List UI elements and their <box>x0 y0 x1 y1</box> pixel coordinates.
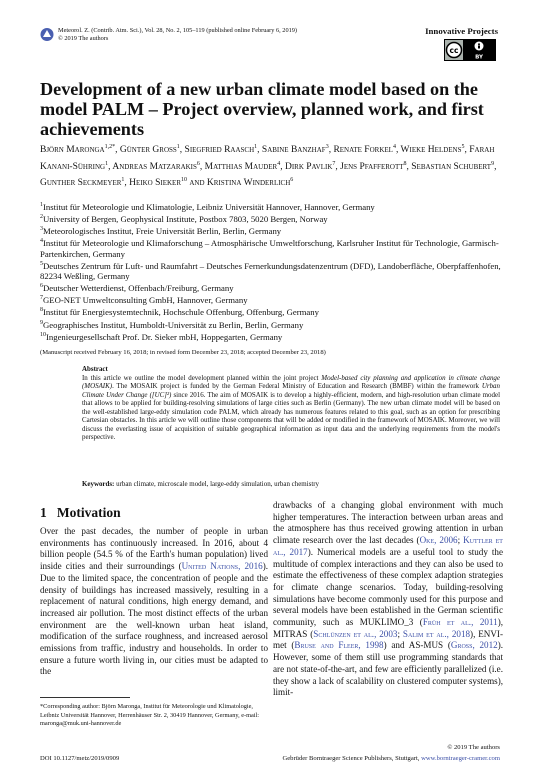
affiliation-text: Geographisches Institut, Humboldt-Universität zu Berlin, Berlin, Germany <box>43 319 304 330</box>
journal-name[interactable]: Meteorol. Z. (Contrib. Atm. Sci.) <box>58 27 142 34</box>
cc-by-license-icon[interactable] <box>444 39 496 61</box>
affiliation-number: 6 <box>40 283 43 290</box>
body-text: ). However, some of them still use programming standards that are not state-of-the-art, and few are efficiently parallelized (i.e. they show a lack of scalability on clustered computer systems), limit- <box>273 640 503 698</box>
publisher-url-link[interactable]: www.borntraeger-cramer.com <box>421 755 500 762</box>
affiliation-text: University of Bergen, Geophysical Institute, Postbox 7803, 5020 Bergen, Norway <box>43 214 328 225</box>
footer-copyright: © 2019 The authors <box>447 744 500 751</box>
body-text: ). Numerical models are a useful tool to study the multitude of complex interactions and they can also be used to estimate the effectiveness of these complex adaption strategies for climate change scenarios. Today, building-resolving simulations have become commonly used for this purpose and several models have been established in the German scientific community, such as MUKLIMO_3 ( <box>273 546 503 628</box>
affiliation-text: Meteorologisches Institut, Freie Universität Berlin, Berlin, Germany <box>43 226 282 237</box>
author-name: Farah Kanani-Sühring <box>40 145 495 172</box>
author-name: Björn Maronga <box>40 145 105 156</box>
article-title: Development of a new urban climate model based on the model PALM – Project overview, planned work, and first achievements <box>40 79 484 139</box>
svg-text:BY: BY <box>475 54 483 61</box>
author-affiliation-marker: 6 <box>196 160 200 167</box>
affiliation-item <box>40 224 505 236</box>
author-name: Siegfried Raasch <box>184 145 255 156</box>
affiliation-text: Deutsches Zentrum für Luft- und Raumfahrt – Deutsches Fernerkundungsdatenzentrum (DFD), Landoberfläche, Oberpfaffenhofen, 82234 Weßling, Germany <box>40 260 501 281</box>
author-name: Renate Forkel <box>333 145 393 156</box>
body-text: ) and AS-MUS ( <box>383 640 451 651</box>
body-text: ; <box>457 535 464 546</box>
section-title: Motivation <box>56 505 121 520</box>
affiliation-item <box>40 293 505 305</box>
body-text: ), ENVI-met ( <box>273 628 503 651</box>
corresponding-author-footnote: *Corresponding author: Björn Maronga, Institut für Meteorologie und Klimatologie, Leibniz Universität Hannover, Herrenhäuser Str. 2, 30419 Hannover, Germany, e-mail: maronga@muk.uni-hannover.de <box>40 703 260 728</box>
author-affiliation-marker: 3 <box>325 144 329 150</box>
affiliation-item <box>40 318 505 330</box>
author-affiliation-marker: 9 <box>491 160 495 167</box>
citation-link[interactable]: United Nations, 2016 <box>181 561 263 572</box>
affiliation-text: Institut für Energiesystemtechnik, Hochschule Offenburg, Offenburg, Germany <box>43 307 319 318</box>
body-text: ; <box>397 628 403 639</box>
affiliation-number: 10 <box>40 331 46 338</box>
abstract-framework-name: Urban Climate Under Change ([UC]²) <box>82 382 500 399</box>
affiliation-number: 9 <box>40 319 43 326</box>
section-number: 1 <box>40 505 47 520</box>
author-affiliation-marker: 1 <box>105 160 109 167</box>
publisher-line <box>282 755 500 762</box>
keywords-label: Keywords: <box>82 480 115 488</box>
abstract-project-name: Model-based city planning and application in climate change (MOSAIK) <box>82 373 500 391</box>
citation-link[interactable]: Oke, 2006 <box>419 535 458 546</box>
body-text: ), MITRAS ( <box>273 617 503 639</box>
section-label: Innovative Projects <box>425 26 498 36</box>
author-name: Wieke Heldens <box>400 145 462 156</box>
author-name: Kristina Winderlich <box>206 178 291 189</box>
affiliation-item <box>40 259 505 281</box>
affiliation-text: Institut für Meteorologie und Klimaforschung – Atmosphärische Umweltforschung, Karlsruher Institut für Technologie, Garmisch-Partenkirchen, Germany <box>40 238 499 259</box>
keywords-text: urban climate, microscale model, large-eddy simulation, urban chemistry <box>114 480 320 488</box>
citation-link[interactable]: Früh et al., 2011 <box>422 617 498 628</box>
publisher-name: Gebrüder Borntraeger Science Publishers, Stuttgart, <box>282 755 422 762</box>
affiliation-text: Ingenieurgesellschaft Prof. Dr. Sieker mbH, Hoppegarten, Germany <box>46 331 283 342</box>
abstract-text-2: . The MOSAIK project is funded by the German Federal Ministry of Education and Research (BMBF) within the framework <box>112 382 482 391</box>
svg-text:cc: cc <box>449 46 459 55</box>
author-name: Andreas Matzarakis <box>112 161 197 172</box>
author-affiliation-marker: 5 <box>461 144 465 150</box>
abstract-label: Abstract <box>82 365 108 373</box>
affiliation-text: Institut für Meteorologie und Klimatologie, Leibniz Universität Hannover, Hannover, Germany <box>43 201 375 212</box>
affiliation-number: 8 <box>40 307 43 314</box>
author-list: Björn Maronga$^{1,2*}$, Günter Gross$^1$, Siegfried Raasch$^1$, Sabine Banzhaf$^3$, Renate Forkel$^4$, Wieke Heldens$^5$, Farah Kanani-Sühring$^1$, Andreas Matzarakis$^6$, Matthias Mauder$^4$, Dirk Pavlik$^7$, Jens Pfafferott$^8$, Sebastian Schubert$^9$, Gunther Seckmeyer$^1$, Heiko Sieker$^{10}$ and Kristina Winderlich$^6$ <box>40 144 497 189</box>
citation-link[interactable]: Schlünzen et al., 2003 <box>313 628 398 639</box>
doi[interactable]: DOI 10.1127/metz/2019/0909 <box>40 755 120 762</box>
author-affiliation-marker: 6 <box>290 177 294 184</box>
author-affiliation-marker: 7 <box>332 160 336 167</box>
author-affiliation-marker: 1,2* <box>104 144 116 150</box>
footnote-divider <box>40 697 130 698</box>
citation-link[interactable]: Gross, 2012 <box>450 640 498 651</box>
author-affiliation-marker: 10 <box>181 177 187 184</box>
affiliation-number: 1 <box>40 202 43 208</box>
abstract-text-1: In this article we outline the model development planned within the joint project <box>82 373 322 382</box>
section-heading <box>40 505 121 521</box>
author-name: Sebastian Schubert <box>411 161 492 172</box>
affiliation-text: GEO-NET Umweltconsulting GmbH, Hannover, Germany <box>43 295 248 306</box>
affiliation-number: 7 <box>40 295 43 302</box>
author-affiliation-marker: 1 <box>121 177 125 184</box>
abstract-text-3: since 2016. The aim of MOSAIK is to develop a highly-efficient, modern, and high-resolution urban climate model that allows to be applied for building-resolving simulations of large cities such as Berlin (Germany). The new urban climate model will be based on the well-established large-eddy simulation code PALM, which already has numerous features related to this goal, such as an option for prescribing Cartesian obstacles. In this article we will outline those components that will be added or modified in the framework of MOSAIK. Moreover, we will discuss the everlasting issue of acquisition of suitable geographical information as input data and the underlying requirements from the model's perspective. <box>82 390 500 442</box>
affiliation-number: 3 <box>40 226 43 233</box>
author-affiliation-marker: 4 <box>277 160 281 167</box>
body-text: drawbacks of a changing global environment with much higher temperatures. The interaction between urban areas and the atmosphere has thus received growing attention in urban climate research over the last decades ( <box>273 500 503 546</box>
journal-meta: , Vol. 28, No. 2, 105–119 (published online February 6, 2019) <box>141 27 297 34</box>
affiliation-number: 2 <box>40 214 43 221</box>
manuscript-dates: (Manuscript received February 16, 2018; in revised form December 23, 2018; accepted December 23, 2018) <box>40 349 326 356</box>
affiliation-item <box>40 305 505 317</box>
affiliation-list <box>40 200 505 342</box>
affiliation-item <box>40 330 505 342</box>
author-affiliation-marker: 8 <box>403 160 407 167</box>
affiliation-item <box>40 281 505 293</box>
keywords <box>82 480 500 488</box>
journal-citation <box>58 27 388 43</box>
author-name: Dirk Pavlik <box>284 161 333 172</box>
affiliation-number: 4 <box>40 238 43 245</box>
journal-logo-icon <box>40 27 54 42</box>
author-name: Sabine Banzhaf <box>261 145 326 156</box>
author-affiliation-marker: 4 <box>392 144 396 150</box>
citation-link[interactable]: Bruse and Fleer, 1998 <box>294 640 384 651</box>
body-column-left <box>40 526 268 678</box>
citation-link[interactable]: Salim et al., 2018 <box>402 628 471 639</box>
body-column-right <box>273 500 503 699</box>
affiliation-number: 5 <box>40 260 43 267</box>
affiliation-text: Deutscher Wetterdienst, Offenbach/Freiburg, Germany <box>43 283 234 294</box>
author-affiliation-marker: 1 <box>176 144 180 150</box>
body-text: ). Due to the limited space, the concentration of people and the density of buildings has increased massively, resulting in a replacement of natural conditions, high energy demand, and increased air pollution. The most distinct effects of the urban environment are the well-known urban heat island, modification of the surface roughness, and increased aerosol emissions from traffic, industry and households. In order to ensure a future worth living in, our cities must be adapted to the <box>40 561 268 677</box>
author-name: Günter Gross <box>119 145 177 156</box>
body-text: Over the past decades, the number of people in urban environments has continuously increased. In 2016, about 4 billion people (54.5 % of the Earth's human population) lived inside cities and their surroundings ( <box>40 526 268 572</box>
affiliation-item <box>40 236 505 258</box>
author-name: Heiko Sieker <box>129 178 181 189</box>
author-affiliation-marker: 1 <box>254 144 258 150</box>
author-name: Gunther Seckmeyer <box>40 178 122 189</box>
abstract <box>82 365 500 442</box>
header-copyright: © 2019 The authors <box>58 35 109 43</box>
author-name: Jens Pfafferott <box>340 161 404 172</box>
citation-link[interactable]: Kuttler et al., 2017 <box>273 535 503 557</box>
author-name: Matthias Mauder <box>204 161 278 172</box>
affiliation-item <box>40 212 505 224</box>
affiliation-item <box>40 200 505 212</box>
